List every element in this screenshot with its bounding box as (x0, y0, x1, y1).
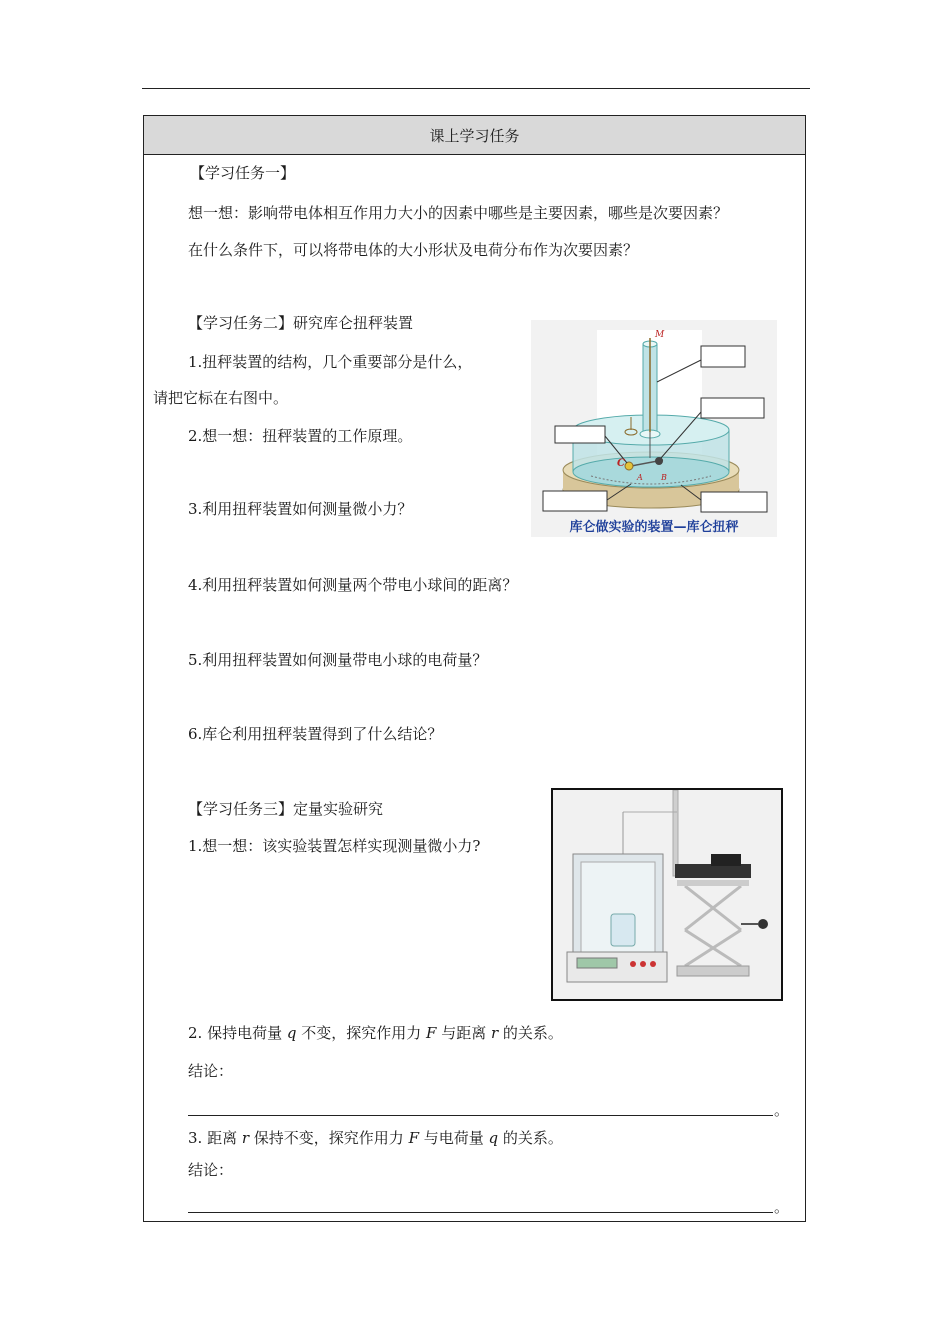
task3-q2 (188, 1023, 563, 1043)
task1-line1: 想一想：影响带电体相互作用力大小的因素中哪些是主要因素，哪些是次要因素？ (188, 204, 729, 222)
task1-line2: 在什么条件下，可以将带电体的大小形状及电荷分布作为次要因素？ (188, 241, 639, 259)
table-header (144, 116, 805, 155)
conclusion-label-2: 结论： (188, 1161, 234, 1179)
answer-period-2: 。 (774, 1198, 790, 1216)
var-q: q (488, 1129, 499, 1147)
figure-caption: 库仑做实验的装置—库仑扭秤 (569, 520, 739, 535)
answer-line-2[interactable] (188, 1212, 773, 1213)
task3-q2-mid1: 不变，探究作用力 (296, 1024, 427, 1042)
task2-q4: 4.利用扭秤装置如何测量两个带电小球间的距离？ (188, 576, 518, 594)
task3-q3-suffix: 的关系。 (498, 1129, 563, 1147)
answer-period-1: 。 (774, 1101, 790, 1119)
task2-q1b: 请把它标在右图中。 (153, 389, 289, 407)
lab-setup-photo (551, 788, 783, 1001)
task3-q2-prefix: 2. 保持电荷量 (188, 1024, 287, 1042)
task2-q6: 6.库仑利用扭秤装置得到了什么结论？ (188, 725, 443, 743)
label-m: M (655, 330, 665, 340)
answer-line-1[interactable] (188, 1115, 773, 1116)
task3-heading: 【学习任务三】定量实验研究 (188, 800, 384, 818)
task3-q2-mid2: 与距离 (436, 1024, 491, 1042)
task2-q2: 2.想一想：扭秤装置的工作原理。 (188, 427, 413, 445)
var-r: r (490, 1024, 499, 1042)
task3-q3-mid2: 与电荷量 (419, 1129, 489, 1147)
task1-heading: 【学习任务一】 (190, 164, 296, 182)
label-b: B (661, 473, 667, 482)
var-r: r (241, 1129, 250, 1147)
task2-q3: 3.利用扭秤装置如何测量微小力？ (188, 500, 413, 518)
task3-q3-mid1: 保持不变，探究作用力 (249, 1129, 409, 1147)
conclusion-label-1: 结论： (188, 1062, 234, 1080)
var-q: q (286, 1024, 297, 1042)
var-f: F (408, 1129, 419, 1147)
torsion-balance-diagram (531, 320, 777, 537)
task2-q1a: 1.扭秤装置的结构，几个重要部分是什么， (188, 353, 473, 371)
label-c: C (617, 458, 625, 469)
task2-heading: 【学习任务二】研究库仑扭秤装置 (188, 314, 414, 332)
task3-q3 (188, 1128, 563, 1148)
task2-q5: 5.利用扭秤装置如何测量带电小球的电荷量？ (188, 651, 488, 669)
var-f: F (426, 1024, 437, 1042)
torsion-balance-figure (531, 320, 777, 537)
task3-q2-suffix: 的关系。 (498, 1024, 563, 1042)
table-title: 课上学习任务 (429, 126, 520, 145)
label-a: A (637, 473, 643, 482)
header-rule (142, 88, 810, 89)
task3-q1: 1.想一想：该实验装置怎样实现测量微小力? (188, 837, 481, 855)
lab-setup-illustration (553, 790, 781, 999)
task3-q3-prefix: 3. 距离 (188, 1129, 242, 1147)
